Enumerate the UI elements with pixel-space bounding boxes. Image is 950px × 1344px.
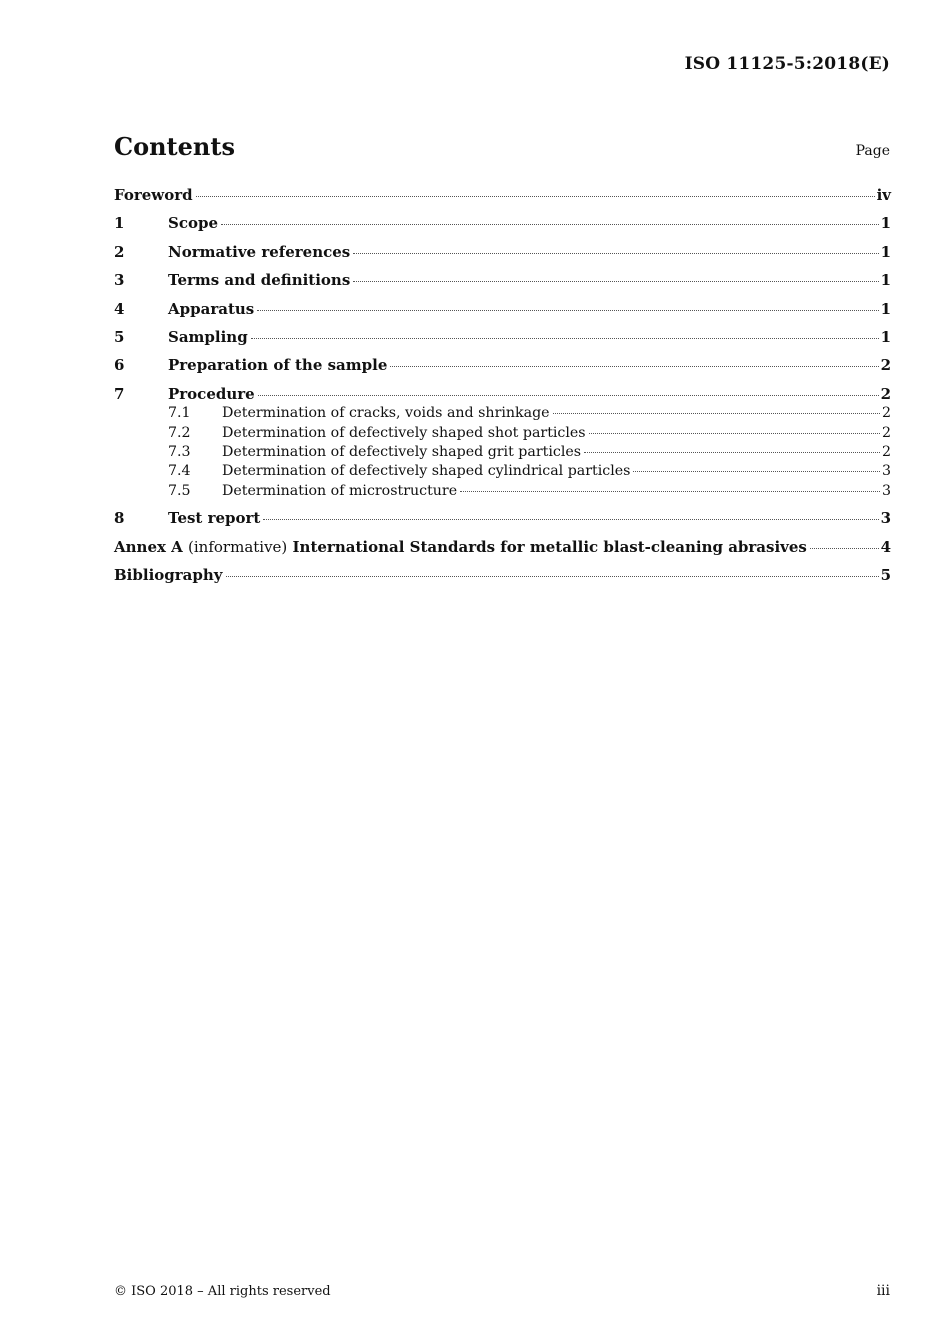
toc-entry-procedure[interactable] (114, 385, 891, 404)
toc-entry-number: 7.4 (168, 463, 191, 480)
toc-entry-page: 1 (880, 299, 891, 318)
toc-entry-page: 3 (880, 509, 891, 528)
toc-entry-page: 3 (881, 482, 891, 499)
page-column-label: Page (855, 143, 890, 159)
toc-entry-title: Terms and definitions (168, 271, 351, 290)
toc-entry-title: Apparatus (168, 299, 255, 318)
dot-leader (251, 338, 879, 339)
table-of-contents (114, 186, 891, 595)
copyright-notice: © ISO 2018 – All rights reserved (114, 1284, 331, 1299)
toc-entry-number: 6 (114, 356, 125, 375)
toc-entry-number: 2 (114, 242, 125, 261)
contents-title: Contents (114, 132, 235, 161)
toc-entry-title: Determination of cracks, voids and shrinkage (222, 405, 550, 422)
toc-entry-title: Procedure (168, 384, 255, 403)
toc-entry-title: Determination of defectively shaped cylindrical particles (222, 463, 631, 480)
dot-leader (258, 395, 879, 396)
dot-leader (257, 310, 878, 311)
document-id: ISO 11125-5:2018(E) (684, 54, 890, 74)
dot-leader (633, 471, 880, 472)
dot-leader (589, 433, 880, 434)
toc-entry-page: 2 (880, 356, 891, 375)
dot-leader (353, 281, 878, 282)
toc-entry-scope[interactable] (114, 214, 891, 233)
toc-entry-number: 7.2 (168, 424, 191, 441)
toc-entry-title: Determination of microstructure (222, 482, 458, 499)
toc-entry-title: Normative references (168, 242, 351, 261)
toc-entry-foreword[interactable] (114, 186, 891, 205)
toc-entry-annex-a[interactable] (114, 538, 891, 557)
toc-entry-apparatus[interactable] (114, 300, 891, 319)
toc-subentry-7-5[interactable] (114, 482, 891, 501)
toc-entry-title (114, 538, 807, 557)
toc-entry-bibliography[interactable] (114, 566, 891, 585)
toc-entry-number: 7 (114, 384, 125, 403)
dot-leader (810, 548, 879, 549)
page-number: iii (876, 1283, 890, 1299)
toc-entry-title: Bibliography (114, 566, 223, 585)
toc-entry-page: 2 (881, 443, 891, 460)
toc-entry-number: 5 (114, 327, 125, 346)
dot-leader (460, 491, 880, 492)
annex-label: Annex A (114, 537, 183, 556)
dot-leader (353, 253, 878, 254)
toc-entry-test-report[interactable] (114, 509, 891, 528)
dot-leader (226, 576, 879, 577)
toc-entry-number: 4 (114, 299, 125, 318)
toc-entry-number: 3 (114, 271, 125, 290)
toc-subentry-7-2[interactable] (114, 424, 891, 443)
toc-entry-number: 7.1 (168, 405, 191, 422)
toc-entry-title: Test report (168, 509, 261, 528)
toc-entry-number: 1 (114, 214, 125, 233)
toc-entry-page: iv (876, 186, 891, 204)
toc-entry-title: Sampling (168, 327, 248, 346)
toc-entry-sampling[interactable] (114, 328, 891, 347)
toc-entry-page: 4 (880, 537, 891, 556)
toc-entry-page: 2 (881, 424, 891, 441)
toc-entry-preparation-of-sample[interactable] (114, 356, 891, 375)
toc-entry-page: 5 (880, 566, 891, 585)
dot-leader (390, 366, 878, 367)
annex-note: (informative) (188, 537, 288, 556)
dot-leader (263, 519, 878, 520)
toc-entry-number: 7.5 (168, 482, 191, 499)
toc-entry-page: 1 (880, 242, 891, 261)
toc-entry-title: Foreword (114, 186, 193, 204)
dot-leader (221, 224, 879, 225)
toc-entry-normative-references[interactable] (114, 243, 891, 262)
toc-entry-page: 2 (881, 405, 891, 422)
dot-leader (553, 413, 880, 414)
toc-entry-title: Determination of defectively shaped grit particles (222, 443, 582, 460)
toc-entry-terms-and-definitions[interactable] (114, 271, 891, 290)
toc-entry-page: 1 (880, 271, 891, 290)
toc-entry-number: 8 (114, 509, 125, 528)
toc-entry-page: 3 (881, 463, 891, 480)
dot-leader (584, 452, 880, 453)
toc-subentry-7-1[interactable] (114, 404, 891, 423)
toc-entry-page: 2 (880, 384, 891, 403)
toc-entry-page: 1 (880, 327, 891, 346)
dot-leader (196, 196, 875, 197)
toc-entry-title: Determination of defectively shaped shot particles (222, 424, 586, 441)
toc-subentry-7-3[interactable] (114, 443, 891, 462)
toc-entry-page: 1 (880, 214, 891, 233)
toc-entry-title: Preparation of the sample (168, 356, 388, 375)
toc-subentry-7-4[interactable] (114, 462, 891, 481)
toc-entry-number: 7.3 (168, 443, 191, 460)
toc-entry-title: Scope (168, 214, 219, 233)
annex-title: International Standards for metallic blast-cleaning abrasives (292, 537, 807, 556)
